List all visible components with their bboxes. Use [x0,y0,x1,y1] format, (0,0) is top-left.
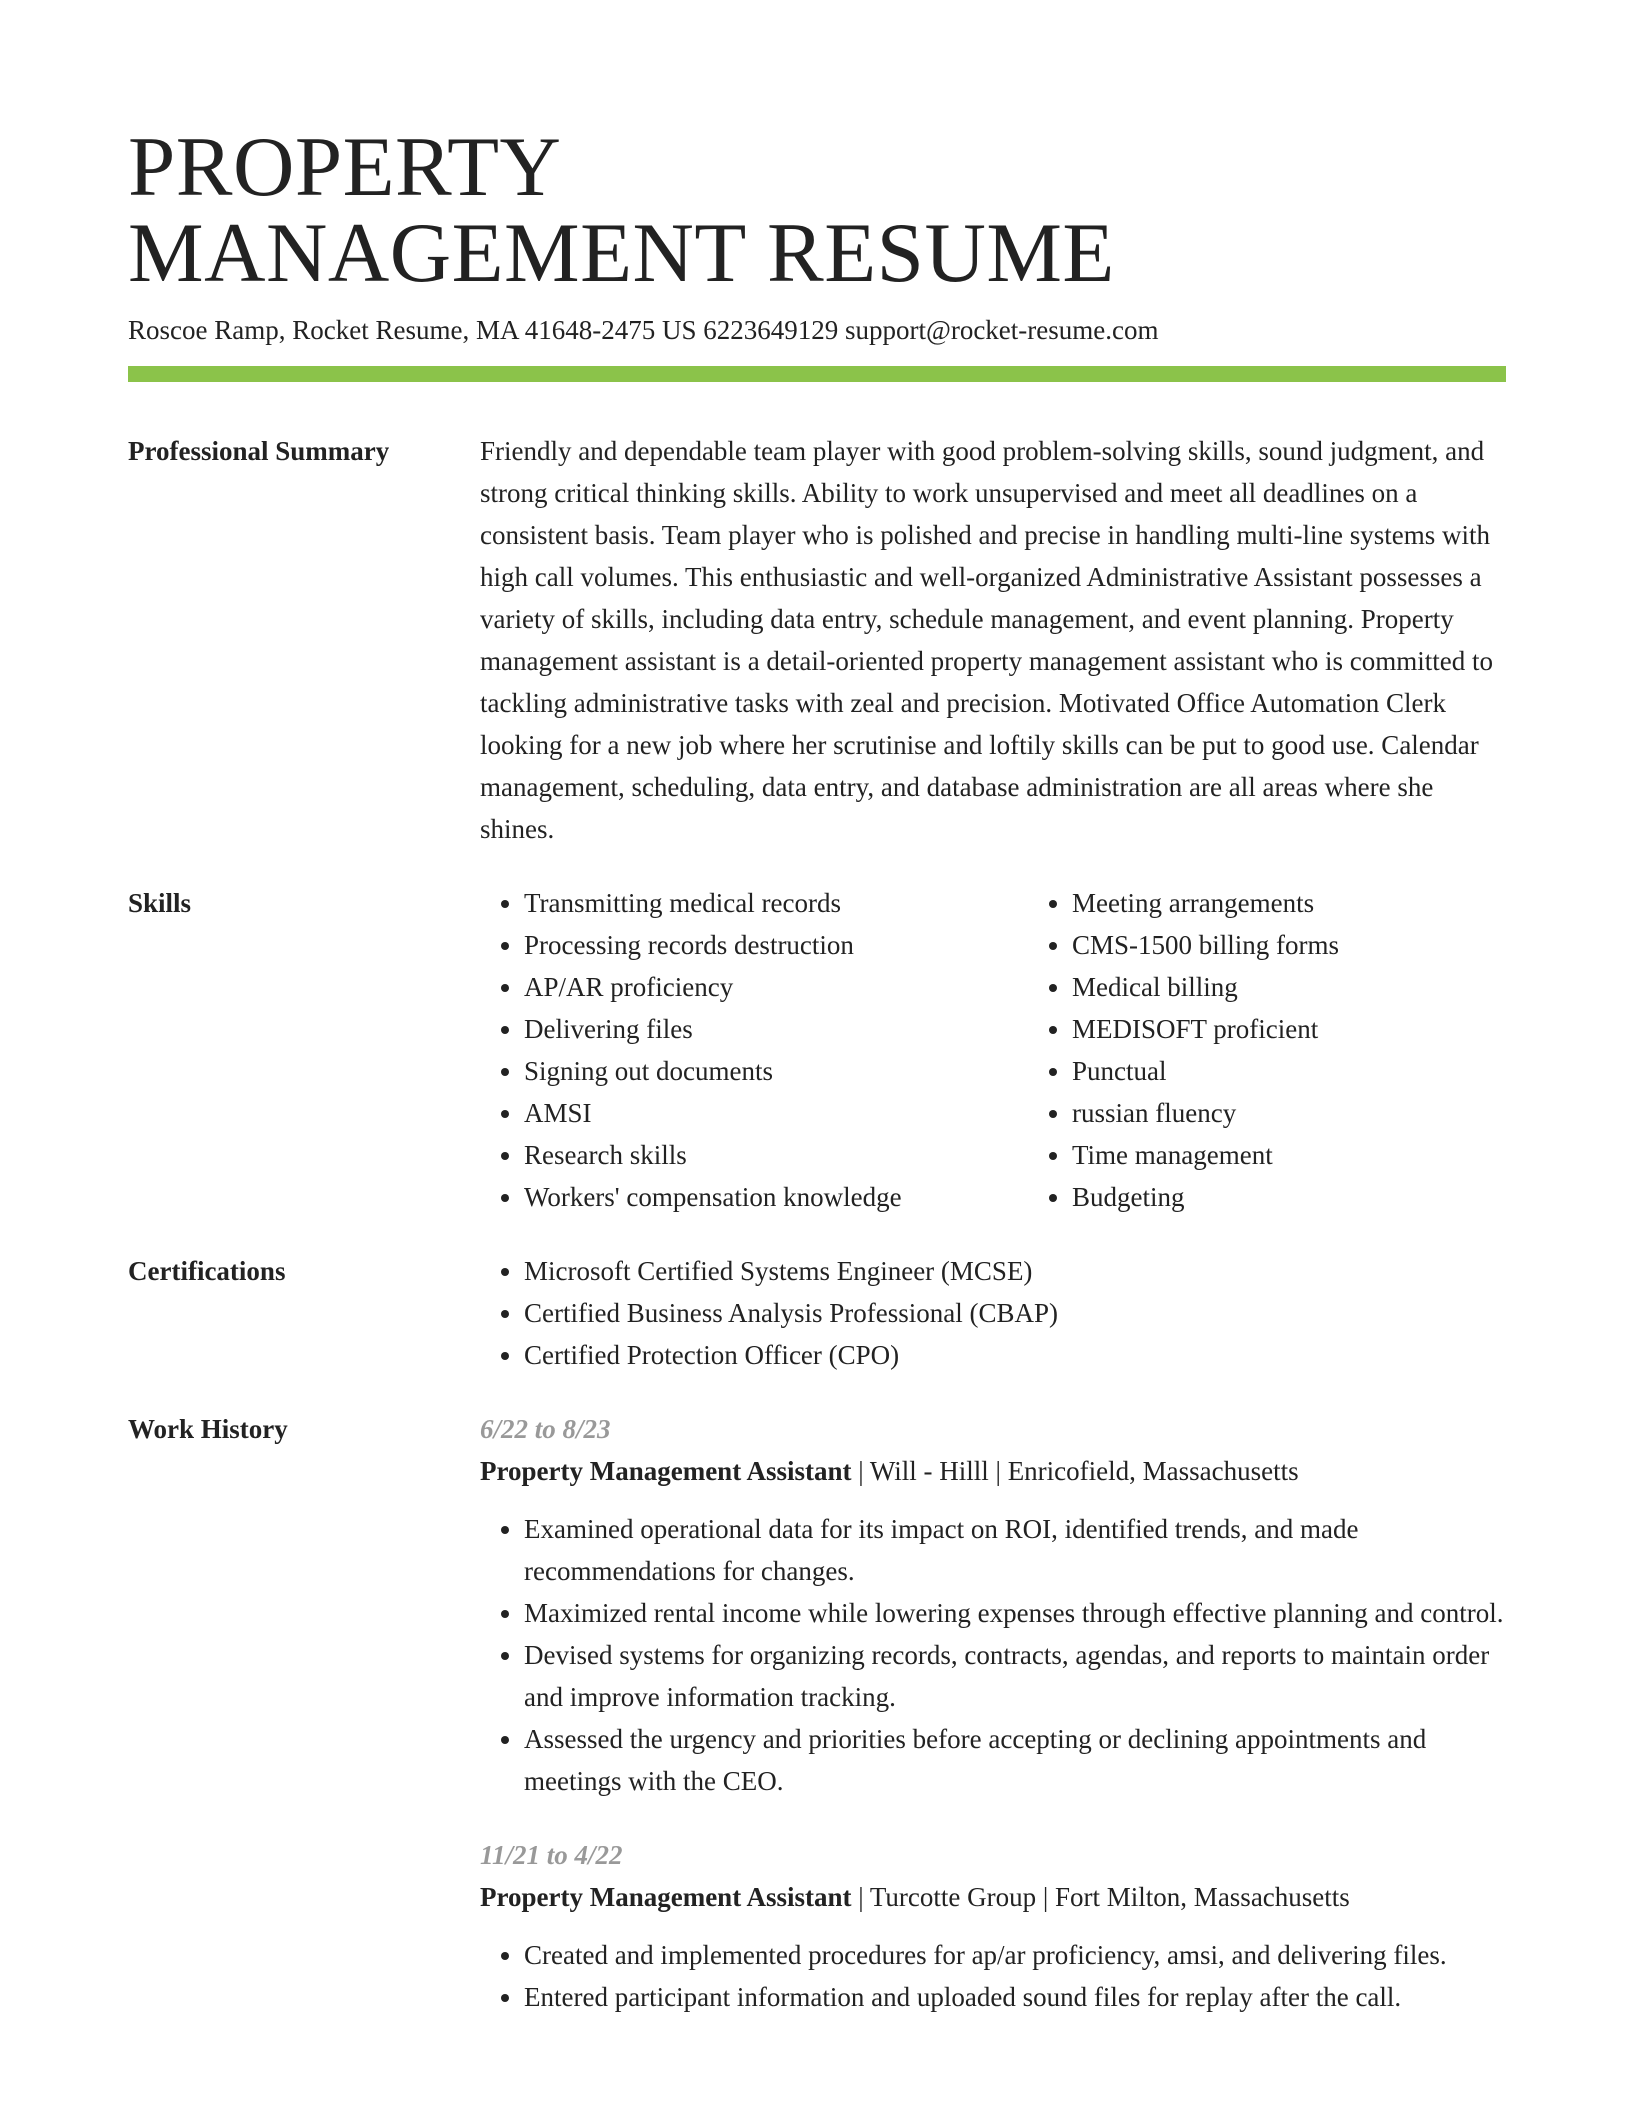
skills-list-right [1028,882,1506,1218]
skill-item: • MEDISOFT proficient [1072,1008,1506,1050]
job-entry [480,1408,1506,1802]
certification-item: • Microsoft Certified Systems Engineer (MCSE) [524,1250,1506,1292]
skill-item: • CMS-1500 billing forms [1072,924,1506,966]
skill-item: • Medical billing [1072,966,1506,1008]
section-label-certifications: Certifications [128,1256,286,1286]
skill-item: • Time management [1072,1134,1506,1176]
skill-item: • Punctual [1072,1050,1506,1092]
job-employer-location: | Turcotte Group | Fort Milton, Massachusetts [851,1882,1350,1912]
certification-item: • Certified Business Analysis Professional (CBAP) [524,1292,1506,1334]
skill-item: • Budgeting [1072,1176,1506,1218]
title-line-2: MANAGEMENT RESUME [128,206,1115,300]
job-bullet: • Created and implemented procedures for ap/ar proficiency, amsi, and delivering files. [524,1934,1506,1976]
resume-title [128,0,1506,300]
certifications-list [480,1250,1506,1376]
job-bullet: • Maximized rental income while lowering expenses through effective planning and control. [524,1592,1506,1634]
skills-list-left [480,882,1028,1218]
work-history-body [480,1408,1506,2018]
job-bullet: • Examined operational data for its impact on ROI, identified trends, and made recommendations for changes. [524,1508,1506,1592]
skill-item: • russian fluency [1072,1092,1506,1134]
certification-item: • Certified Protection Officer (CPO) [524,1334,1506,1376]
job-bullets [480,1934,1506,2018]
skill-item: • Signing out documents [524,1050,1028,1092]
summary-text: Friendly and dependable team player with good problem-solving skills, sound judgment, and strong critical thinking skills. Ability to work unsupervised and meet all deadlines on a consistent basis. Team player who is polished and precise in handling multi-line systems with high call volumes. This enthusiastic and well-organized Administrative Assistant possesses a variety of skills, including data entry, schedule management, and event planning. Property management assistant is a detail-oriented property management assistant who is committed to tackling administrative tasks with zeal and precision. Motivated Office Automation Clerk looking for a new job where her scrutinise and loftily skills can be put to good use. Calendar management, scheduling, data entry, and database administration are all areas where she shines. [480,436,1493,844]
work-history-section [128,1408,1506,2018]
job-entry [480,1834,1506,2018]
job-dates: 11/21 to 4/22 [480,1840,623,1870]
professional-summary-section [128,430,1506,850]
job-title: Property Management Assistant [480,1456,852,1486]
contact-line: Roscoe Ramp, Rocket Resume, MA 41648-2475 US 6223649129 support@rocket-resume.com [128,315,1159,345]
job-title-line [480,1876,1506,1918]
job-dates: 6/22 to 8/23 [480,1414,611,1444]
job-employer-location: | Will - Hilll | Enricofield, Massachusetts [851,1456,1299,1486]
skill-item: • Meeting arrangements [1072,882,1506,924]
job-bullet: • Entered participant information and uploaded sound files for replay after the call. [524,1976,1506,2018]
skills-columns [480,882,1506,1218]
job-title: Property Management Assistant [480,1882,852,1912]
skill-item: • Processing records destruction [524,924,1028,966]
skill-item: • Research skills [524,1134,1028,1176]
skill-item: • Transmitting medical records [524,882,1028,924]
skill-item: • AMSI [524,1092,1028,1134]
section-label-summary: Professional Summary [128,436,390,466]
resume-page [128,0,1506,2018]
job-bullets [480,1508,1506,1802]
job-bullet: • Devised systems for organizing records, contracts, agendas, and reports to maintain order and improve information tracking. [524,1634,1506,1718]
title-line-1: PROPERTY [128,120,562,214]
section-label-work-history: Work History [128,1414,288,1444]
section-label-skills: Skills [128,888,192,918]
accent-divider [128,366,1506,382]
certifications-body [480,1250,1506,1376]
job-title-line [480,1450,1506,1492]
skill-item: • Delivering files [524,1008,1028,1050]
certifications-section [128,1250,1506,1376]
job-bullet: • Assessed the urgency and priorities before accepting or declining appointments and meetings with the CEO. [524,1718,1506,1802]
skill-item: • AP/AR proficiency [524,966,1028,1008]
skills-section [128,882,1506,1218]
skill-item: • Workers' compensation knowledge [524,1176,1028,1218]
